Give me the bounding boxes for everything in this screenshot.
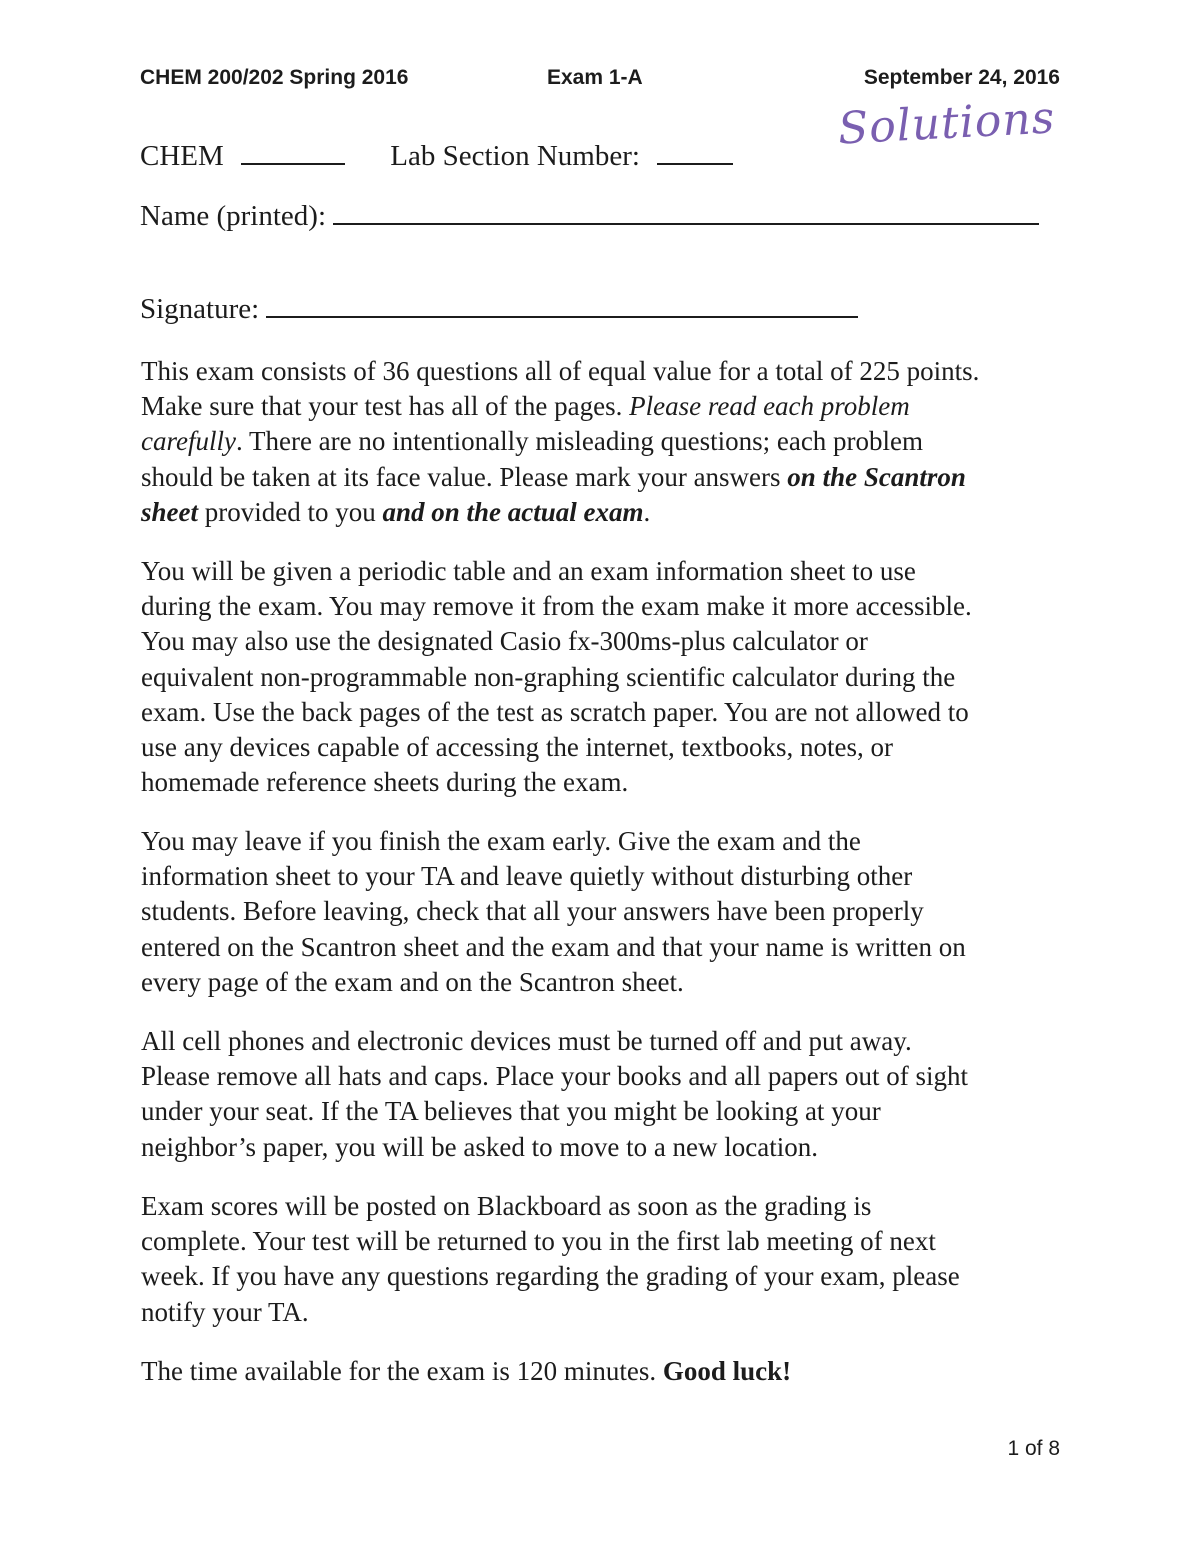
text-run: . xyxy=(643,496,651,527)
course-title: CHEM 200/202 Spring 2016 xyxy=(140,66,409,89)
page-header xyxy=(140,66,1060,98)
chem-number-blank[interactable] xyxy=(241,141,345,165)
instructions-paragraph-6 xyxy=(141,1354,1071,1389)
name-label: Name (printed): xyxy=(140,200,327,232)
instructions-paragraph-1 xyxy=(141,354,1071,530)
instructions-paragraph-5 xyxy=(141,1189,1071,1330)
text-line: You may leave if you finish the exam early. Give the exam and the xyxy=(141,826,861,856)
italic-text-run: Please read each problem xyxy=(629,391,910,422)
bold-text-run: Good luck! xyxy=(662,1356,792,1386)
text-line: entered on the Scantron sheet and the exam and that your name is written on xyxy=(141,931,966,962)
text-line xyxy=(141,495,1071,530)
text-run: . There are no intentionally misleading questions; each problem xyxy=(235,426,924,457)
signature-blank[interactable] xyxy=(266,294,858,318)
text-line xyxy=(141,460,1071,495)
text-line: exam. Use the back pages of the test as scratch paper. You are not allowed to xyxy=(141,696,969,727)
text-line: All cell phones and electronic devices must be turned off and put away. xyxy=(141,1026,912,1056)
text-line xyxy=(141,1354,1071,1389)
text-run: Make sure that your test has all of the pages. xyxy=(141,391,630,422)
text-line xyxy=(141,424,1071,459)
exam-version: Exam 1-A xyxy=(547,66,643,89)
bold-italic-text-run: sheet xyxy=(141,496,198,527)
text-line xyxy=(141,389,1071,424)
text-line: You will be given a periodic table and an exam information sheet to use xyxy=(141,556,916,586)
name-row xyxy=(140,200,1039,233)
text-line: You may also use the designated Casio fx-300ms-plus calculator or xyxy=(141,626,868,657)
chem-label: CHEM xyxy=(140,140,224,172)
text-run: The time available for the exam is 120 minutes. xyxy=(141,1356,663,1386)
signature-label: Signature: xyxy=(140,293,260,325)
text-line: This exam consists of 36 questions all of equal value for a total of 225 points. xyxy=(141,356,980,386)
text-line: information sheet to your TA and leave quietly without disturbing other xyxy=(141,861,913,892)
text-line: homemade reference sheets during the exam. xyxy=(141,767,629,798)
italic-text-run: carefully xyxy=(141,426,236,457)
text-line: equivalent non-programmable non-graphing scientific calculator during the xyxy=(141,661,956,692)
exam-date: September 24, 2016 xyxy=(863,66,1060,89)
text-run: should be taken at its face value. Please mark your answers xyxy=(141,461,788,492)
name-blank[interactable] xyxy=(333,201,1039,225)
text-line: notify your TA. xyxy=(141,1296,309,1327)
text-line: use any devices capable of accessing the internet, textbooks, notes, or xyxy=(141,732,893,763)
text-line: students. Before leaving, check that all your answers have been properly xyxy=(141,896,924,927)
text-line: complete. Your test will be returned to you in the first lab meeting of next xyxy=(141,1226,936,1257)
bold-italic-text-run: on the Scantron xyxy=(787,461,966,492)
instructions-paragraph-3 xyxy=(141,824,1071,1000)
text-line: neighbor’s paper, you will be asked to move to a new location. xyxy=(141,1131,819,1162)
handwritten-solutions-note: Solutions xyxy=(836,92,1057,155)
text-line: during the exam. You may remove it from the exam make it more accessible. xyxy=(141,591,972,622)
course-and-lab-section-row xyxy=(140,140,733,173)
text-line: under your seat. If the TA believes that you might be looking at your xyxy=(141,1096,881,1127)
text-line: Please remove all hats and caps. Place your books and all papers out of sight xyxy=(141,1061,969,1092)
lab-section-blank[interactable] xyxy=(657,141,733,165)
text-line: week. If you have any questions regarding the grading of your exam, please xyxy=(141,1261,960,1292)
instructions-paragraph-2 xyxy=(141,554,1071,800)
text-line: Exam scores will be posted on Blackboard as soon as the grading is xyxy=(141,1191,872,1221)
instructions-paragraph-4 xyxy=(141,1024,1071,1165)
lab-section-label: Lab Section Number: xyxy=(390,140,640,172)
text-line: every page of the exam and on the Scantron sheet. xyxy=(141,966,684,997)
bold-italic-text-run: and on the actual exam xyxy=(382,496,644,527)
signature-row xyxy=(140,293,858,326)
text-run: provided to you xyxy=(198,496,383,527)
page-number: 1 of 8 xyxy=(1007,1437,1060,1460)
